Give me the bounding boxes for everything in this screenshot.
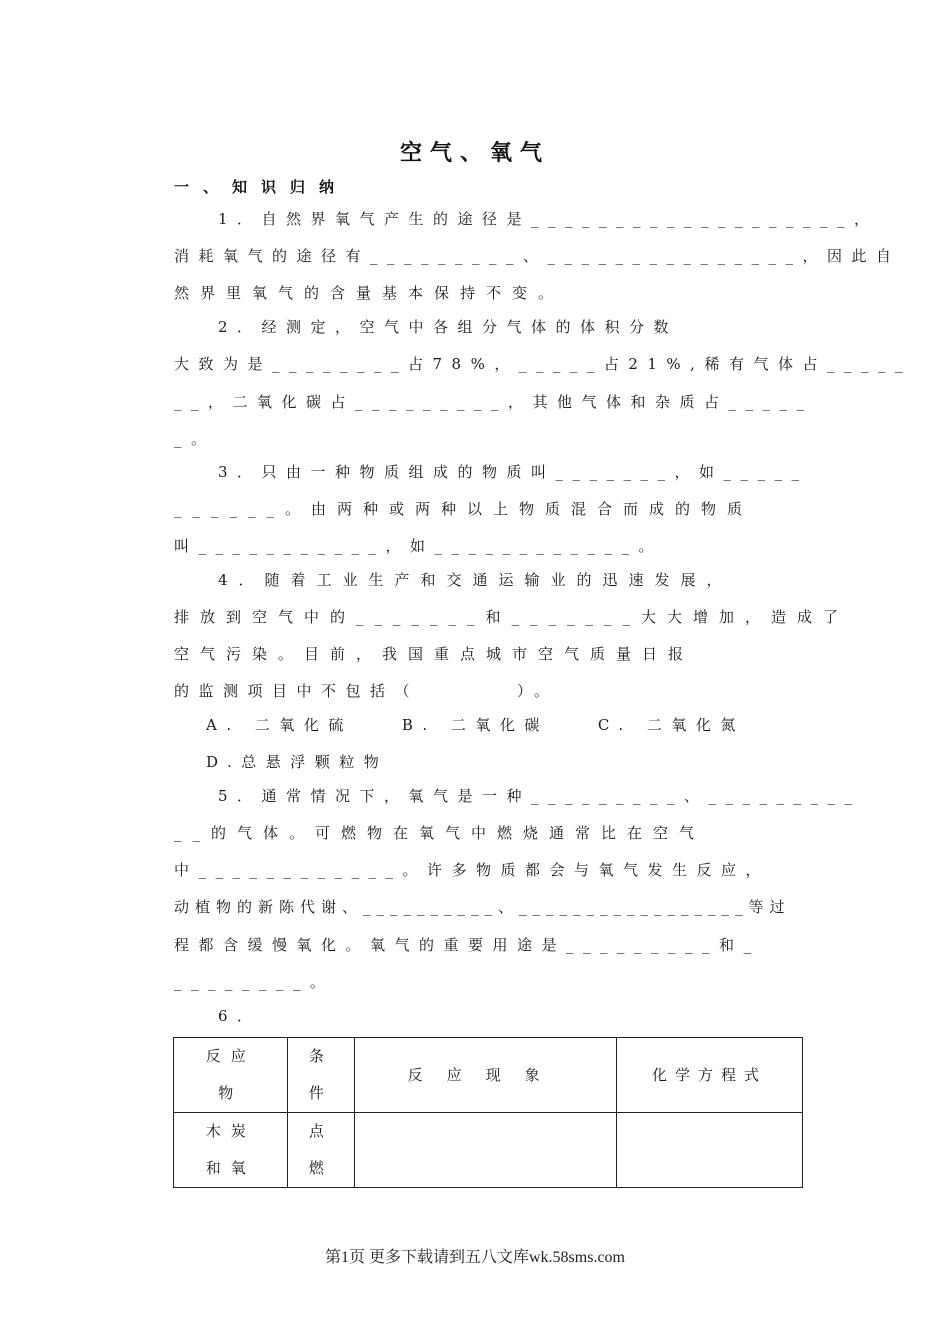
q1-line-2: 消耗氧气的途径有_________、_______________，因此自	[174, 247, 901, 265]
q5-line-3: 中____________。许多物质都会与氧气发生反应，	[174, 861, 771, 879]
reaction-table	[173, 1037, 803, 1188]
q4-line-1: 4．随着工业生产和交通运输业的迅速发展，	[218, 571, 733, 589]
q4-option-d: D.总悬浮颗粒物	[206, 753, 389, 771]
cell-reactant-line2: 和氧	[205, 1159, 256, 1177]
q4-options-abc: A. 二氧化硫 B. 二氧化碳 C. 二氧化氮	[206, 716, 745, 734]
q1-line-1: 1．自然界氧气产生的途径是___________________，	[218, 210, 879, 228]
header-reactant-line2: 物	[218, 1084, 244, 1102]
cell-condition	[288, 1113, 355, 1188]
q5-line-4: 动植物的新陈代谢、__________、_________________等过	[174, 898, 791, 916]
q3-line-3: 叫___________，如____________。	[174, 537, 664, 555]
q2-line-1: 2．经测定，空气中各组分气体的体积分数	[218, 318, 679, 336]
q5-line-1: 5．通常情况下，氧气是一种_________、_________	[218, 787, 862, 805]
cell-condition-line2: 燃	[308, 1159, 334, 1177]
q1-line-3: 然界里氧气的含量基本保持不变。	[174, 284, 565, 302]
page-footer: 第1页 更多下载请到五八文库wk.58sms.com	[324, 1249, 625, 1266]
table-header-row	[174, 1038, 803, 1113]
cell-reactant-line1: 木炭	[205, 1122, 256, 1140]
page-title: 空气、氧气	[399, 141, 550, 166]
table-row	[174, 1113, 803, 1188]
header-equation: 化学方程式	[616, 1038, 802, 1113]
header-condition-line1: 条	[308, 1047, 334, 1065]
q2-line-4: _。	[174, 430, 216, 448]
cell-reactant	[174, 1113, 288, 1188]
header-phenomenon: 反应现象	[355, 1038, 617, 1113]
q5-line-6: ________。	[174, 973, 335, 991]
q2-line-2: 大致为是________占78%，_____占21%,稀有气体占_____	[174, 355, 912, 373]
header-reactant	[174, 1038, 288, 1113]
q2-line-3: __，二氧化碳占_________，其他气体和杂质占_____	[174, 393, 814, 411]
cell-equation	[616, 1113, 802, 1188]
cell-phenomenon	[355, 1113, 617, 1188]
q4-line-4: 的监测项目中不包括（ ）。	[174, 682, 559, 700]
q4-line-2: 排放到空气中的_______和_______大大增加，造成了	[174, 608, 850, 626]
q6-label: 6．	[218, 1007, 262, 1025]
header-condition	[288, 1038, 355, 1113]
header-reactant-line1: 反应	[205, 1047, 256, 1065]
cell-condition-line1: 点	[308, 1122, 334, 1140]
q3-line-2: ______。由两种或两种以上物质混合而成的物质	[174, 500, 754, 518]
header-condition-line2: 件	[308, 1084, 334, 1102]
section-heading: 一、知识归纳	[174, 178, 349, 196]
q5-line-2: __的气体。可燃物在氧气中燃烧通常比在空气	[174, 824, 706, 842]
q3-line-1: 3．只由一种物质组成的物质叫_______，如_____	[218, 463, 809, 481]
q5-line-5: 程都含缓慢氧化。氧气的重要用途是_________和_	[174, 936, 761, 954]
q4-line-3: 空气污染。目前，我国重点城市空气质量日报	[174, 645, 695, 663]
